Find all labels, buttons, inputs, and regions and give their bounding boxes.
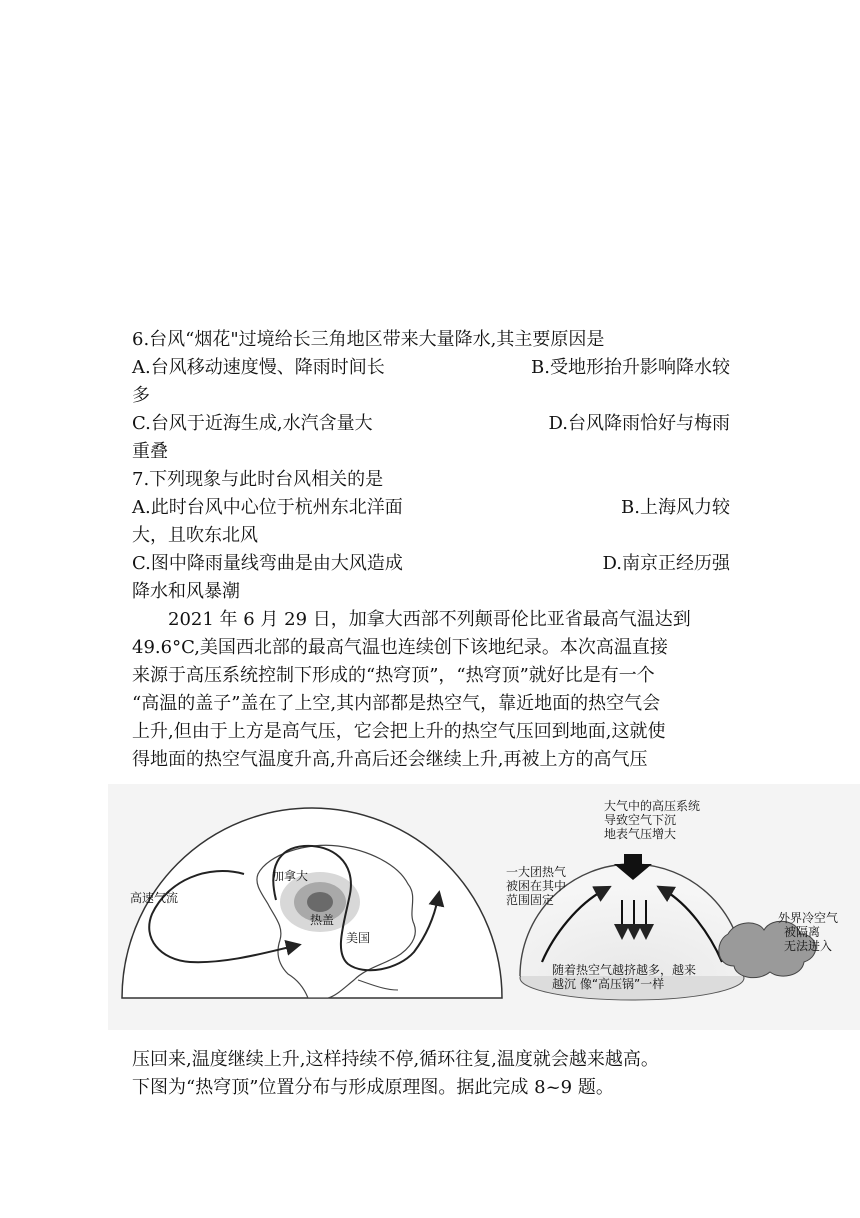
passage-line: 上升,但由于上方是高气压，它会把上升的热空气压回到地面,这就使 xyxy=(132,721,666,742)
q6-option-a[interactable]: A.台风移动速度慢、降雨时间长 xyxy=(132,357,385,378)
passage-line: 得地面的热空气温度升高,升高后还会继续上升,再被上方的高气压 xyxy=(132,749,648,770)
q6-option-b-cont: 多 xyxy=(132,385,150,406)
q7-stem: 7.下列现象与此时台风相关的是 xyxy=(132,469,384,490)
diagram-left-text: 被困在其中 xyxy=(506,879,567,893)
diagram-top-text: 大气中的高压系统 xyxy=(604,799,701,813)
diagram-left-text: 范围固定 xyxy=(506,893,555,907)
q7-option-a[interactable]: A.此时台风中心位于杭州东北洋面 xyxy=(132,497,403,518)
passage xyxy=(132,606,732,774)
passage-line: “高温的盖子”盖在了上空,其内部都是热空气，靠近地面的热空气会 xyxy=(132,693,661,714)
heat-dome-figure xyxy=(108,784,860,1030)
q7-row-ab xyxy=(132,494,730,522)
diagram-top-text: 导致空气下沉 xyxy=(604,813,677,827)
diagram-bottom-text: 越沉 像“高压锅”一样 xyxy=(552,977,665,991)
diagram-bottom-text: 随着热空气越挤越多，越来 xyxy=(552,963,697,977)
q7-option-d-cont: 降水和风暴潮 xyxy=(132,581,240,602)
diagram-top-text: 地表气压增大 xyxy=(604,827,677,841)
passage-line: 压回来,温度继续上升,这样持续不停,循环往复,温度就会越来越高。 xyxy=(132,1049,659,1070)
diagram-left-text: 一大团热气 xyxy=(506,865,567,879)
q6-option-d-cont: 重叠 xyxy=(132,441,168,462)
passage-continued xyxy=(132,1046,732,1102)
usa-label: 美国 xyxy=(346,931,371,945)
q6-option-d[interactable]: D.台风降雨恰好与梅雨 xyxy=(548,413,730,434)
q7-row-cd xyxy=(132,550,730,578)
canada-label: 加拿大 xyxy=(272,869,309,883)
q6-stem: 6.台风“烟花"过境给长三角地区带来大量降水,其主要原因是 xyxy=(132,329,605,350)
passage-line: 下图为“热穹顶”位置分布与形成原理图。据此完成 8~9 题。 xyxy=(132,1077,614,1098)
heat-dome-label: 热盖 xyxy=(310,913,335,927)
diagram-right-text: 无法进入 xyxy=(784,939,833,953)
q6-option-c[interactable]: C.台风于近海生成,水汽含量大 xyxy=(132,413,373,434)
q6-row-ab xyxy=(132,354,730,382)
q7-option-b-cont: 大，且吹东北风 xyxy=(132,525,258,546)
diagram-right-text: 被隔离 xyxy=(784,925,821,939)
q7-option-b[interactable]: B.上海风力较 xyxy=(621,497,730,518)
passage-line: 2021 年 6 月 29 日，加拿大西部不列颠哥伦比亚省最高气温达到 xyxy=(168,609,691,630)
q6-option-b[interactable]: B.受地形抬升影响降水较 xyxy=(531,357,730,378)
jet-stream-label: 高速气流 xyxy=(130,891,179,905)
q7-option-c[interactable]: C.图中降雨量线弯曲是由大风造成 xyxy=(132,553,403,574)
diagram-right-text: 外界冷空气 xyxy=(778,911,839,925)
passage-line: 来源于高压系统控制下形成的“热穹顶”，“热穹顶”就好比是有一个 xyxy=(132,665,655,686)
passage-line: 49.6°C,美国西北部的最高气温也连续创下该地纪录。本次高温直接 xyxy=(132,637,668,658)
q7-option-d[interactable]: D.南京正经历强 xyxy=(602,553,730,574)
q6-row-cd xyxy=(132,410,730,438)
